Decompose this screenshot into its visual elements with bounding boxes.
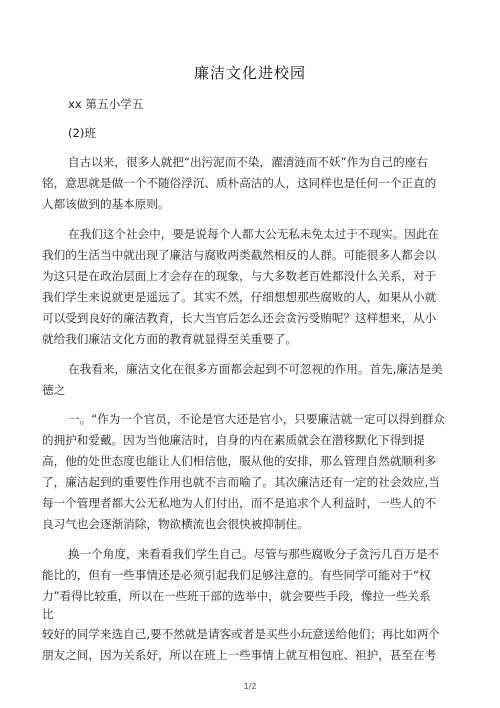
paragraph-6-line-1: 较好的同学来选自己,要不然就是请客或者是买些小玩意送给他们；再比如两个 xyxy=(42,627,440,641)
paragraph-2-line-5: 可以受到良好的廉洁教育，长大当官后怎么还会贪污受贿呢？这样想来，从小 xyxy=(42,311,437,325)
document-title: 廉洁文化进校园 xyxy=(193,64,306,82)
paragraph-2-line-2: 我们的生活当中就出现了廉洁与腐败两类截然相反的人群。可能很多人都会以 xyxy=(42,248,437,262)
paragraph-3-line-2: 德之 xyxy=(42,383,66,397)
paragraph-4-line-4: 了，廉洁起到的重要性作用也就不言而喻了。其次廉洁还有一定的社会效应,当 xyxy=(42,475,440,489)
author-line: xx 第五小学五 xyxy=(68,97,144,111)
paragraph-1-line-1: 自古以来，很多人就把“出污泥而不染，濯清涟而不妖”作为自己的座右 xyxy=(68,155,428,169)
paragraph-5-line-4: 比 xyxy=(42,607,54,621)
paragraph-5-line-1: 换一个角度，来看看我们学生自己。尽管与那些腐败分子贪污几百万是不 xyxy=(68,547,440,561)
paragraph-1-line-3: 人都该做到的基本原则。 xyxy=(42,197,170,211)
paragraph-4-line-1: 一。“作为一个官员，不论是官大还是官小，只要廉洁就一定可以得到群众 xyxy=(68,412,446,426)
page-number: 1/2 xyxy=(243,682,257,691)
class-line: (2)班 xyxy=(68,126,97,140)
paragraph-2-line-3: 为这只是在政治层面上才会存在的现象，与大多数老百姓都没什么关系，对于 xyxy=(42,269,437,283)
paragraph-2-line-4: 我们学生来说就更是遥远了。其实不然，仔细想想那些腐败的人，如果从小就 xyxy=(42,290,437,304)
paragraph-4-line-3: 高，他的处世态度也能让人们相信他，服从他的安排，那么管理自然就顺利多 xyxy=(42,454,437,468)
paragraph-5-line-3: 力”看得比较重，所以在一些班干部的选举中，就会要些手段，像拉一些关系 xyxy=(42,589,431,603)
paragraph-4-line-6: 良习气也会逐渐消除，物欲横流也会很快被抑制住。 xyxy=(42,517,309,531)
paragraph-5-line-2: 能比的，但有一些事情还是必须引起我们足够注意的。有些同学可能对于“权 xyxy=(42,568,431,582)
paragraph-1-line-2: 铭，意思就是做一个不随俗浮沉、质朴高洁的人，这同样也是任何一个正直的 xyxy=(42,176,437,190)
paragraph-2-line-1: 在我们这个社会中，要是说每个人都大公无私未免太过于不现实。因此在 xyxy=(68,227,440,241)
paragraph-2-line-6: 就给我们廉洁文化方面的教育就显得至关重要了。 xyxy=(42,332,298,346)
paragraph-6-line-2: 朋友之间，因为关系好，所以在班上一些事情上就互相包庇、袒护，甚至在考 xyxy=(42,648,437,662)
paragraph-3-line-1: 在我看来，廉洁文化在很多方面都会起到不可忽视的作用。首先,廉洁是美 xyxy=(68,362,443,376)
paragraph-4-line-5: 每一个管理者都大公无私地为人们付出，而不是追求个人利益时，一些人的不 xyxy=(42,496,437,510)
paragraph-4-line-2: 的拥护和爱戴。因为当他廉洁时，自身的内在素质就会在潜移默化下得到提 xyxy=(42,433,425,447)
